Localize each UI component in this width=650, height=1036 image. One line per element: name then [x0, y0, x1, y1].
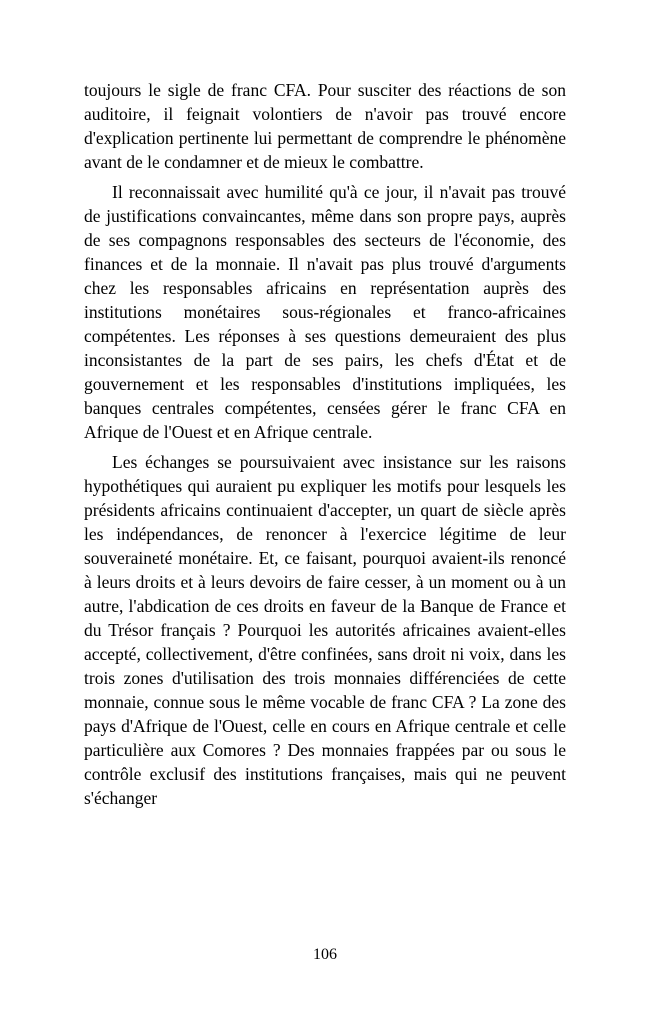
page-text	[84, 78, 566, 816]
paragraph-continuation: toujours le sigle de franc CFA. Pour susciter des réactions de son auditoire, il feignait volontiers de n'avoir pas trouvé encore d'explication pertinente lui permettant de comprendre le phénomène avant de le condamner et de mieux le combattre.	[84, 80, 566, 172]
paragraph: Il reconnaissait avec humilité qu'à ce jour, il n'avait pas trouvé de justifications convaincantes, même dans son propre pays, auprès de ses compagnons responsables des secteurs de l'économie, des finances et de la monnaie. Il n'avait pas plus trouvé d'arguments chez les responsables africains en représentation auprès des institutions monétaires sous-régionales et franco-africaines compétentes. Les réponses à ses questions demeuraient des plus inconsistantes de la part de ses pairs, les chefs d'État et de gouvernement et les responsables d'institutions impliquées, les banques centrales compétentes, censées gérer le franc CFA en Afrique de l'Ouest et en Afrique centrale.	[84, 182, 566, 442]
page-number: 106	[313, 946, 337, 963]
paragraph: Les échanges se poursuivaient avec insistance sur les raisons hypothétiques qui auraient pu expliquer les motifs pour lesquels les présidents africains continuaient d'accepter, un quart de siècle après les indépendances, de renoncer à l'exercice légitime de leur souveraineté monétaire. Et, ce faisant, pourquoi avaient-ils renoncé à leurs droits et à leurs devoirs de faire cesser, à un moment ou à un autre, l'abdication de ces droits en faveur de la Banque de France et du Trésor français ? Pourquoi les autorités africaines avaient-elles accepté, collectivement, d'être confinées, sans droit ni voix, dans les trois zones d'utilisation des trois monnaies différenciées de cette monnaie, connue sous le même vocable de franc CFA ? La zone des pays d'Afrique de l'Ouest, celle en cours en Afrique centrale et celle particulière aux Comores ? Des monnaies frappées par ou sous le contrôle exclusif des institutions françaises, mais qui ne peuvent s'échanger	[84, 452, 566, 808]
